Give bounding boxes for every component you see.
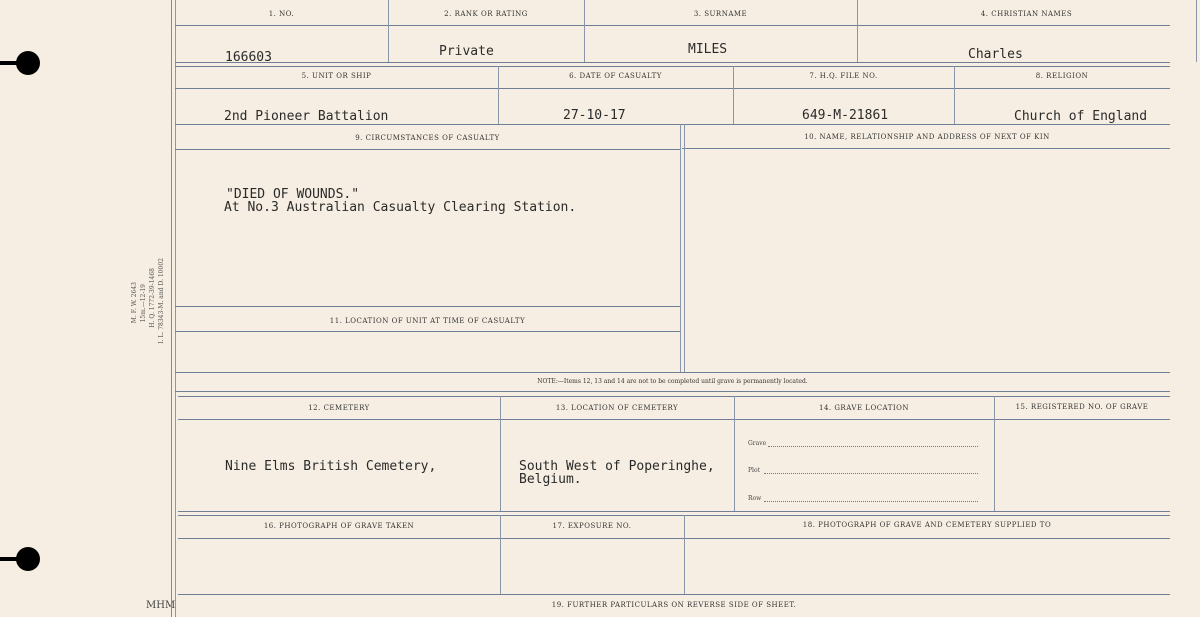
grave-field-line: [768, 446, 978, 447]
rule-row1-header: [175, 25, 1170, 26]
divider: [500, 396, 501, 511]
header-registered-no: 15. REGISTERED NO. OF GRAVE: [1015, 403, 1149, 411]
row-field-line: [764, 501, 978, 502]
header-circumstances: 9. CIRCUMSTANCES OF CASUALTY: [355, 134, 500, 142]
footer-further-particulars: 19. FURTHER PARTICULARS ON REVERSE SIDE OF SHEET.: [551, 601, 797, 609]
divider: [680, 124, 681, 372]
rule-photo-bottom: [178, 594, 1170, 595]
header-hq-file: 7. H.Q. FILE NO.: [809, 72, 878, 80]
header-rank: 2. RANK OR RATING: [444, 10, 528, 18]
label-grave: Grave: [748, 440, 767, 447]
label-row: Row: [748, 495, 762, 502]
form-code-line4: I. L. 78343-M. and D. 10002: [158, 258, 165, 344]
card-left-border-inner: [175, 0, 176, 617]
header-no: 1. NO.: [268, 10, 295, 18]
form-code-line2: 15m.—12-19: [140, 284, 147, 323]
header-grave-location: 14. GRAVE LOCATION: [818, 404, 910, 412]
header-surname: 3. SURNAME: [693, 10, 748, 18]
plot-field-line: [764, 473, 978, 474]
rule-nextofkin-header: [682, 148, 1170, 149]
form-code-line1: M. F. W. 2643: [131, 282, 138, 324]
rule-cemetery-bottom: [178, 511, 1170, 512]
header-christian-names: 4. CHRISTIAN NAMES: [980, 10, 1073, 18]
value-surname: MILES: [688, 42, 728, 57]
value-circumstances-line1: "DIED OF WOUNDS.": [226, 187, 360, 202]
rule-note-top: [175, 372, 1170, 373]
divider: [994, 396, 995, 511]
header-date: 6. DATE OF CASUALTY: [569, 72, 662, 80]
header-photo-taken: 16. PHOTOGRAPH OF GRAVE TAKEN: [263, 522, 415, 530]
value-date: 27-10-17: [563, 108, 626, 123]
value-religion: Church of England: [1014, 109, 1148, 124]
form-code-line3: H. Q. 1772-39-1468: [149, 268, 156, 328]
divider: [734, 396, 735, 511]
value-christian-names: Charles: [968, 47, 1023, 62]
value-circumstances-line2: At No.3 Australian Casualty Clearing Station.: [224, 200, 577, 215]
rule-row2-top: [175, 66, 1170, 67]
rule-cemetery-header: [178, 419, 1170, 420]
note-text: NOTE:—Items 12, 13 and 14 are not to be completed until grave is permanently located.: [537, 378, 808, 385]
binder-hole-bottom: [16, 547, 40, 571]
header-next-of-kin: 10. NAME, RELATIONSHIP AND ADDRESS OF NEXT OF KIN: [804, 133, 1050, 141]
rule-cemetery-top: [178, 396, 1170, 397]
rule-circumstances-header: [175, 149, 680, 150]
rule-row2-bottom: [175, 124, 1170, 125]
divider: [684, 124, 685, 372]
value-location-line2: Belgium.: [519, 472, 582, 487]
value-unit: 2nd Pioneer Battalion: [224, 109, 389, 124]
header-exposure-no: 17. EXPOSURE NO.: [552, 522, 632, 530]
value-number: 166603: [225, 50, 272, 65]
rule-photo-top: [178, 515, 1170, 516]
card-left-border: [171, 0, 172, 617]
header-location-of-unit: 11. LOCATION OF UNIT AT TIME OF CASUALTY: [329, 317, 526, 325]
rule-note-bottom: [175, 391, 1170, 392]
value-cemetery: Nine Elms British Cemetery,: [225, 459, 437, 474]
header-location-of-cemetery: 13. LOCATION OF CEMETERY: [555, 404, 679, 412]
binder-hole-top: [16, 51, 40, 75]
rule-row1-bottom: [175, 62, 1170, 63]
header-religion: 8. RELIGION: [1035, 72, 1089, 80]
header-unit: 5. UNIT OR SHIP: [301, 72, 372, 80]
rule-photo-header: [178, 538, 1170, 539]
divider: [1196, 0, 1197, 62]
value-rank: Private: [439, 44, 494, 59]
label-plot: Plot: [748, 467, 760, 474]
rule-location-unit-header: [175, 331, 680, 332]
clerk-initials: MHM: [146, 600, 176, 611]
header-photo-supplied: 18. PHOTOGRAPH OF GRAVE AND CEMETERY SUPPLIED TO: [802, 521, 1052, 529]
rule-row2-header: [175, 88, 1170, 89]
value-location-line1: South West of Poperinghe,: [519, 459, 715, 474]
header-cemetery: 12. CEMETERY: [308, 404, 370, 412]
value-hq-file: 649-M-21861: [802, 108, 889, 123]
rule-location-unit-top: [175, 306, 680, 307]
